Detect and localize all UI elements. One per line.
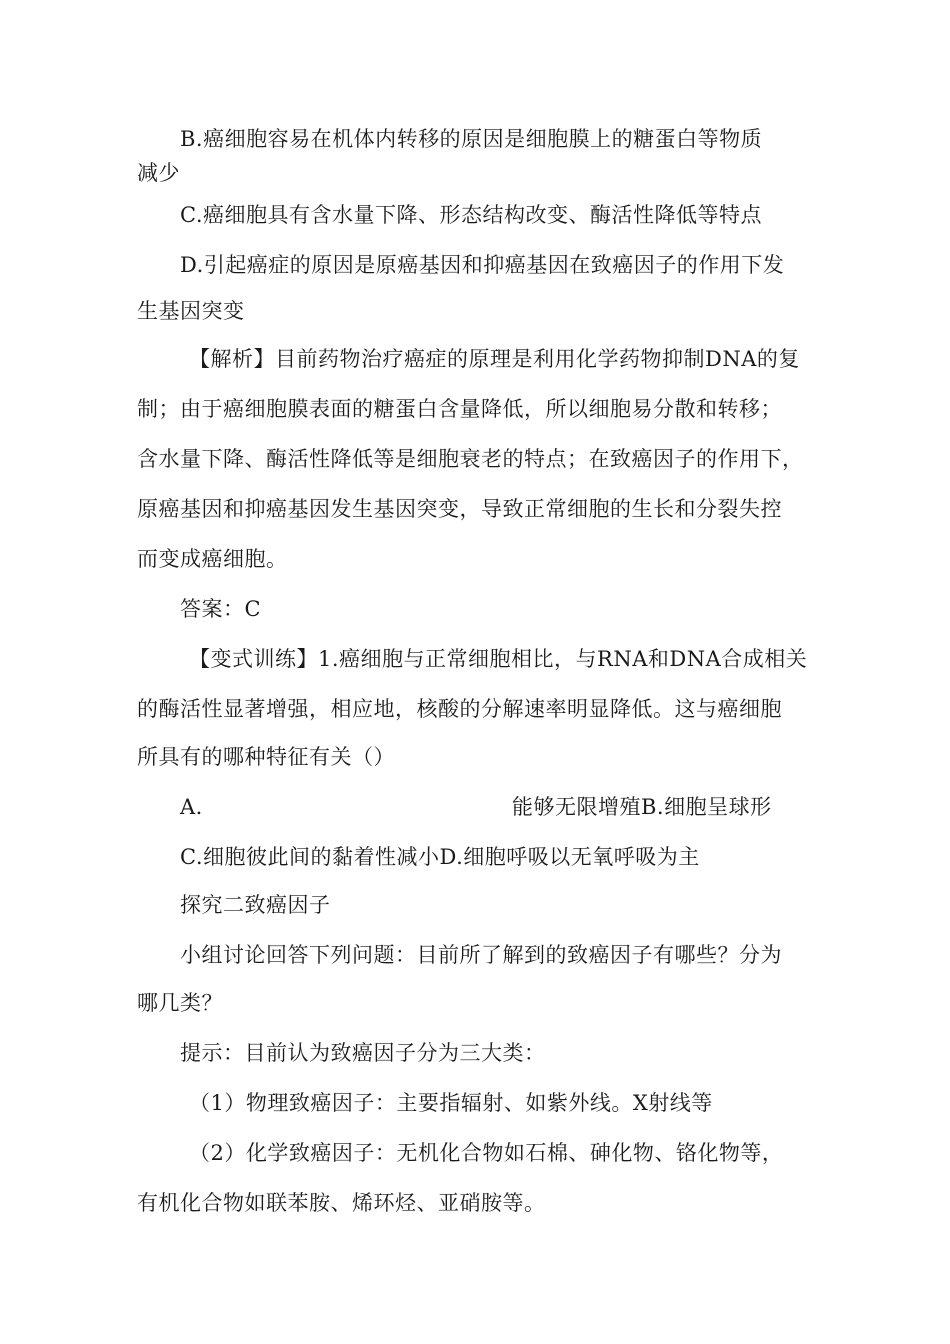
answer: 答案：C [180, 597, 262, 621]
analysis-line4: 原癌基因和抑癌基因发生基因突变，导致正常细胞的生长和分裂失控 [137, 497, 782, 521]
analysis-line2: 制；由于癌细胞膜表面的糖蛋白含量降低，所以细胞易分散和转移； [137, 397, 782, 421]
exercise-options-ab: 能够无限增殖B.细胞呈球形 [512, 795, 772, 819]
option-b-line1: B.癌细胞容易在机体内转移的原因是细胞膜上的糖蛋白等物质 [180, 127, 763, 151]
option-d-line2: 生基因突变 [137, 299, 245, 323]
hint: 提示：目前认为致癌因子分为三大类： [180, 1041, 546, 1065]
exercise-line2: 的酶活性显著增强，相应地，核酸的分解速率明显降低。这与癌细胞 [137, 697, 782, 721]
exercise-option-a-label: A. [180, 795, 203, 819]
exercise-line3: 所具有的哪种特征有关（） [137, 745, 395, 769]
analysis-line5: 而变成癌细胞。 [137, 547, 288, 571]
factor-2-line2: 有机化合物如联苯胺、烯环烃、亚硝胺等。 [137, 1191, 546, 1215]
exercise-line1: 【变式训练】1.癌细胞与正常细胞相比，与RNA和DNA合成相关 [189, 647, 808, 671]
section-heading: 探究二致癌因子 [180, 893, 331, 917]
option-c: C.癌细胞具有含水量下降、形态结构改变、酶活性降低等特点 [180, 203, 762, 227]
option-d-line1: D.引起癌症的原因是原癌基因和抑癌基因在致癌因子的作用下发 [180, 253, 785, 277]
exercise-options-cd: C.细胞彼此间的黏着性减小D.细胞呼吸以无氧呼吸为主 [180, 845, 700, 869]
factor-2-line1: （2）化学致癌因子：无机化合物如石棉、砷化物、铬化物等， [189, 1141, 784, 1165]
factor-1: （1）物理致癌因子：主要指辐射、如紫外线。X射线等 [189, 1091, 713, 1115]
analysis-line1: 【解析】目前药物治疗癌症的原理是利用化学药物抑制DNA的复 [189, 347, 800, 371]
discussion-line2: 哪几类？ [137, 991, 223, 1015]
discussion-line1: 小组讨论回答下列问题：目前所了解到的致癌因子有哪些？分为 [180, 943, 782, 967]
analysis-line3: 含水量下降、酶活性降低等是细胞衰老的特点；在致癌因子的作用下， [137, 447, 804, 471]
option-b-line2: 减少 [137, 161, 180, 185]
